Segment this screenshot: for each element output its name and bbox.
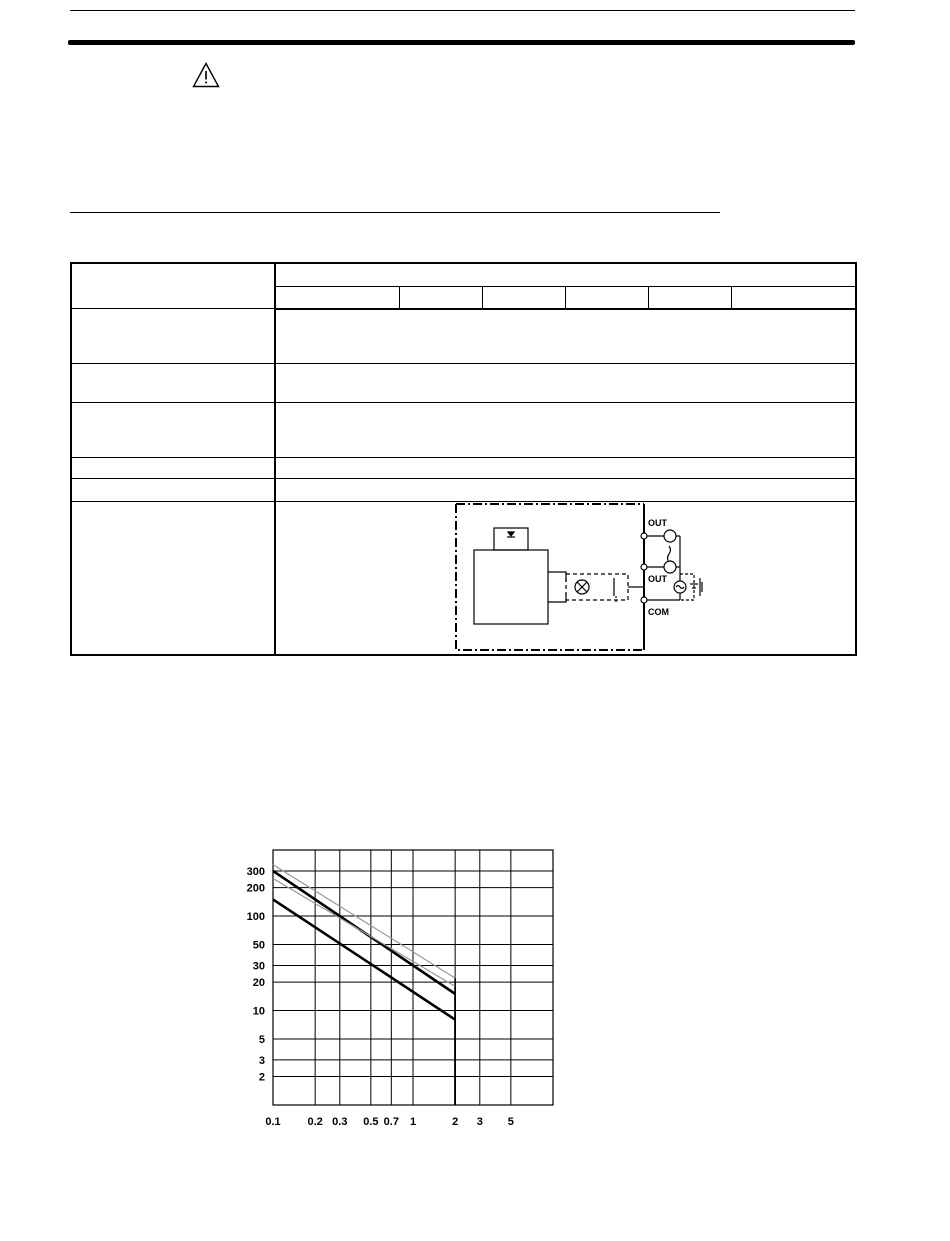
table-header-row	[71, 263, 856, 287]
y-tick-label: 2	[258, 1071, 265, 1084]
table-row	[71, 403, 856, 458]
table-row	[71, 479, 856, 502]
y-tick-label: 200	[246, 882, 265, 895]
header-model-cell	[275, 263, 856, 287]
row-label-cell	[71, 309, 275, 364]
y-tick-label: 30	[252, 960, 265, 973]
series-line-band	[273, 878, 455, 986]
output-circuit-diagram	[276, 502, 856, 654]
header-item-cell	[71, 263, 275, 309]
row-label-cell	[71, 479, 275, 502]
row-label-cell	[71, 364, 275, 403]
row-value-cell	[275, 403, 856, 458]
top-thick-rule	[68, 40, 855, 45]
row-value-cell	[275, 458, 856, 479]
row-label-cell	[71, 403, 275, 458]
x-tick-label: 0.1	[265, 1116, 281, 1128]
model-cell	[732, 287, 857, 309]
row-value-cell	[275, 364, 856, 403]
x-tick-label: 0.2	[307, 1116, 323, 1128]
series-line-band	[273, 865, 455, 979]
model-cell	[566, 287, 649, 309]
relay-life-chart	[246, 845, 565, 1140]
x-tick-label: 3	[476, 1116, 483, 1128]
table-row	[71, 458, 856, 479]
model-cell	[649, 287, 732, 309]
table-row-circuit	[71, 502, 856, 656]
model-cell	[275, 287, 400, 309]
y-tick-label: 50	[252, 939, 265, 952]
row-label-cell	[71, 502, 275, 656]
row-value-cell	[275, 479, 856, 502]
x-tick-label: 5	[507, 1116, 514, 1128]
circuit-cell	[275, 502, 856, 656]
specifications-table	[70, 262, 857, 656]
x-tick-label: 1	[409, 1116, 417, 1128]
x-tick-label: 0.5	[363, 1116, 379, 1128]
y-tick-label: 300	[246, 865, 265, 878]
series-line	[273, 899, 455, 1019]
com-label: COM	[648, 607, 669, 617]
table-row	[71, 309, 856, 364]
top-thin-rule	[70, 10, 855, 11]
y-tick-label: 5	[258, 1033, 265, 1046]
out-label-mid: OUT	[648, 574, 667, 584]
y-tick-label: 3	[258, 1054, 265, 1067]
row-label-cell	[71, 458, 275, 479]
section-divider	[70, 212, 720, 213]
x-tick-label: 2	[452, 1116, 459, 1128]
table-row	[71, 364, 856, 403]
y-tick-label: 10	[252, 1005, 265, 1018]
x-tick-label: 0.3	[332, 1116, 348, 1128]
caution-triangle-icon	[192, 62, 220, 88]
row-value-cell	[275, 309, 856, 364]
y-tick-label: 100	[246, 911, 265, 924]
x-tick-label: 0.7	[383, 1116, 399, 1128]
y-tick-label: 20	[252, 977, 265, 990]
out-label-top: OUT	[648, 518, 667, 528]
model-cell	[483, 287, 566, 309]
model-cell	[400, 287, 483, 309]
